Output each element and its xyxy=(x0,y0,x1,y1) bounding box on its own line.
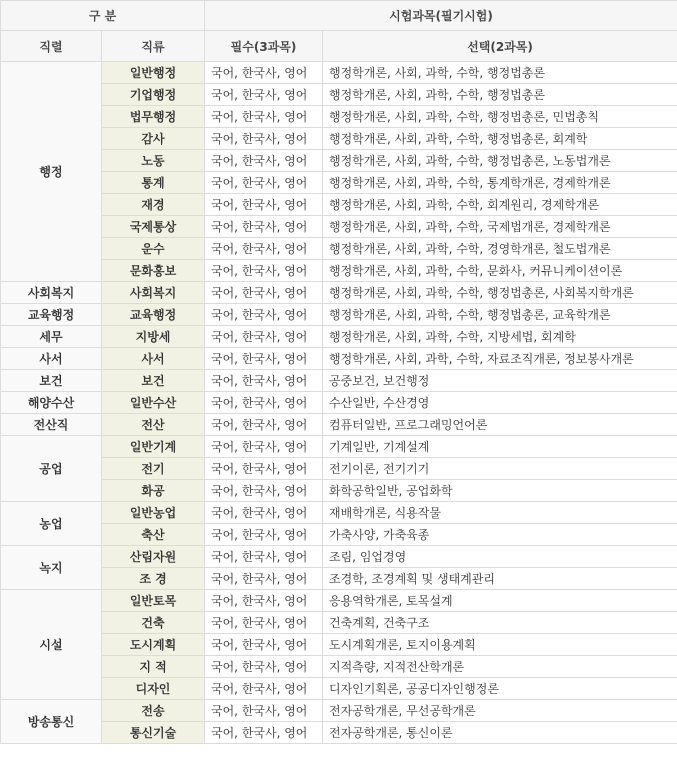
required-subjects-cell: 국어, 한국사, 영어 xyxy=(205,282,323,304)
required-subjects-cell: 국어, 한국사, 영어 xyxy=(205,436,323,458)
required-subjects-cell: 국어, 한국사, 영어 xyxy=(205,260,323,282)
group-cell: 방송통신 xyxy=(1,700,102,744)
elective-subjects-cell: 조림, 임업경영 xyxy=(323,546,677,568)
group-cell: 세무 xyxy=(1,326,102,348)
elective-subjects-cell: 행정학개론, 사회, 과학, 수학, 지방세법, 회계학 xyxy=(323,326,677,348)
elective-column-header: 선택(2과목) xyxy=(323,31,677,62)
job-cell: 도시계획 xyxy=(102,634,205,656)
required-subjects-cell: 국어, 한국사, 영어 xyxy=(205,678,323,700)
exam-subjects-header: 시험과목(필기시험) xyxy=(205,1,677,31)
table-row xyxy=(1,194,677,216)
required-subjects-cell: 국어, 한국사, 영어 xyxy=(205,524,323,546)
group-cell: 공업 xyxy=(1,436,102,502)
elective-subjects-cell: 화학공학일반, 공업화학 xyxy=(323,480,677,502)
table-row xyxy=(1,106,677,128)
job-cell: 전송 xyxy=(102,700,205,722)
table-row xyxy=(1,458,677,480)
required-subjects-cell: 국어, 한국사, 영어 xyxy=(205,502,323,524)
elective-subjects-cell: 행정학개론, 사회, 과학, 수학, 행정법총론 xyxy=(323,62,677,84)
job-cell: 일반행정 xyxy=(102,62,205,84)
category-header: 구 분 xyxy=(1,1,205,31)
job-cell: 운수 xyxy=(102,238,205,260)
elective-subjects-cell: 행정학개론, 사회, 과학, 수학, 자료조직개론, 정보봉사개론 xyxy=(323,348,677,370)
job-cell: 통신기술 xyxy=(102,722,205,744)
table-row xyxy=(1,502,677,524)
group-cell: 교육행정 xyxy=(1,304,102,326)
group-cell: 보건 xyxy=(1,370,102,392)
job-cell: 지 적 xyxy=(102,656,205,678)
group-cell: 전산직 xyxy=(1,414,102,436)
required-subjects-cell: 국어, 한국사, 영어 xyxy=(205,568,323,590)
required-subjects-cell: 국어, 한국사, 영어 xyxy=(205,392,323,414)
required-subjects-cell: 국어, 한국사, 영어 xyxy=(205,62,323,84)
job-cell: 산림자원 xyxy=(102,546,205,568)
table-row xyxy=(1,546,677,568)
table-row xyxy=(1,216,677,238)
elective-subjects-cell: 가축사양, 가축육종 xyxy=(323,524,677,546)
elective-subjects-cell: 지적측량, 지적전산학개론 xyxy=(323,656,677,678)
job-cell: 조 경 xyxy=(102,568,205,590)
table-row xyxy=(1,392,677,414)
required-subjects-cell: 국어, 한국사, 영어 xyxy=(205,326,323,348)
required-subjects-cell: 국어, 한국사, 영어 xyxy=(205,612,323,634)
group-cell: 사회복지 xyxy=(1,282,102,304)
elective-subjects-cell: 수산일반, 수산경영 xyxy=(323,392,677,414)
elective-subjects-cell: 조경학, 조경계획 및 생태계관리 xyxy=(323,568,677,590)
job-column-header: 직류 xyxy=(102,31,205,62)
elective-subjects-cell: 행정학개론, 사회, 과학, 수학, 통계학개론, 경제학개론 xyxy=(323,172,677,194)
elective-subjects-cell: 행정학개론, 사회, 과학, 수학, 행정법총론, 회계학 xyxy=(323,128,677,150)
table-row xyxy=(1,238,677,260)
elective-subjects-cell: 전기이론, 전기기기 xyxy=(323,458,677,480)
table-row xyxy=(1,634,677,656)
table-row xyxy=(1,84,677,106)
job-cell: 기업행정 xyxy=(102,84,205,106)
required-subjects-cell: 국어, 한국사, 영어 xyxy=(205,656,323,678)
elective-subjects-cell: 응용역학개론, 토목설계 xyxy=(323,590,677,612)
table-row xyxy=(1,370,677,392)
table-row xyxy=(1,590,677,612)
required-subjects-cell: 국어, 한국사, 영어 xyxy=(205,128,323,150)
elective-subjects-cell: 공중보건, 보건행정 xyxy=(323,370,677,392)
elective-subjects-cell: 행정학개론, 사회, 과학, 수학, 행정법총론, 노동법개론 xyxy=(323,150,677,172)
table-row xyxy=(1,678,677,700)
header-row-sub xyxy=(1,31,677,62)
elective-subjects-cell: 행정학개론, 사회, 과학, 수학, 경영학개론, 철도법개론 xyxy=(323,238,677,260)
required-subjects-cell: 국어, 한국사, 영어 xyxy=(205,106,323,128)
table-row xyxy=(1,326,677,348)
table-row xyxy=(1,524,677,546)
group-cell: 행정 xyxy=(1,62,102,282)
job-cell: 디자인 xyxy=(102,678,205,700)
elective-subjects-cell: 디자인기획론, 공공디자인행정론 xyxy=(323,678,677,700)
job-cell: 일반기계 xyxy=(102,436,205,458)
table-row xyxy=(1,436,677,458)
table-row xyxy=(1,282,677,304)
table-row xyxy=(1,700,677,722)
table-row xyxy=(1,612,677,634)
job-cell: 전기 xyxy=(102,458,205,480)
job-cell: 문화홍보 xyxy=(102,260,205,282)
table-body xyxy=(1,62,677,744)
elective-subjects-cell: 행정학개론, 사회, 과학, 수학, 회계원리, 경제학개론 xyxy=(323,194,677,216)
group-column-header: 직렬 xyxy=(1,31,102,62)
job-cell: 화공 xyxy=(102,480,205,502)
job-cell: 사회복지 xyxy=(102,282,205,304)
job-cell: 건축 xyxy=(102,612,205,634)
job-cell: 교육행정 xyxy=(102,304,205,326)
required-subjects-cell: 국어, 한국사, 영어 xyxy=(205,590,323,612)
job-cell: 통계 xyxy=(102,172,205,194)
required-subjects-cell: 국어, 한국사, 영어 xyxy=(205,172,323,194)
table-row xyxy=(1,260,677,282)
job-cell: 일반수산 xyxy=(102,392,205,414)
elective-subjects-cell: 행정학개론, 사회, 과학, 수학, 국제법개론, 경제학개론 xyxy=(323,216,677,238)
table-row xyxy=(1,128,677,150)
required-subjects-cell: 국어, 한국사, 영어 xyxy=(205,194,323,216)
job-cell: 국제통상 xyxy=(102,216,205,238)
elective-subjects-cell: 행정학개론, 사회, 과학, 수학, 행정법총론, 민법총칙 xyxy=(323,106,677,128)
table-row xyxy=(1,348,677,370)
job-cell: 노동 xyxy=(102,150,205,172)
job-cell: 사서 xyxy=(102,348,205,370)
required-subjects-cell: 국어, 한국사, 영어 xyxy=(205,370,323,392)
required-subjects-cell: 국어, 한국사, 영어 xyxy=(205,150,323,172)
elective-subjects-cell: 행정학개론, 사회, 과학, 수학, 행정법총론, 사회복지학개론 xyxy=(323,282,677,304)
required-subjects-cell: 국어, 한국사, 영어 xyxy=(205,304,323,326)
group-cell: 녹지 xyxy=(1,546,102,590)
required-subjects-cell: 국어, 한국사, 영어 xyxy=(205,348,323,370)
table-row xyxy=(1,62,677,84)
job-cell: 보건 xyxy=(102,370,205,392)
group-cell: 농업 xyxy=(1,502,102,546)
table-row xyxy=(1,172,677,194)
job-cell: 축산 xyxy=(102,524,205,546)
required-subjects-cell: 국어, 한국사, 영어 xyxy=(205,84,323,106)
job-cell: 재경 xyxy=(102,194,205,216)
elective-subjects-cell: 행정학개론, 사회, 과학, 수학, 행정법총론, 교육학개론 xyxy=(323,304,677,326)
job-cell: 법무행정 xyxy=(102,106,205,128)
elective-subjects-cell: 도시계획개론, 토지이용계획 xyxy=(323,634,677,656)
required-subjects-cell: 국어, 한국사, 영어 xyxy=(205,722,323,744)
table-row xyxy=(1,304,677,326)
required-column-header: 필수(3과목) xyxy=(205,31,323,62)
job-cell: 일반토목 xyxy=(102,590,205,612)
required-subjects-cell: 국어, 한국사, 영어 xyxy=(205,480,323,502)
job-cell: 감사 xyxy=(102,128,205,150)
group-cell: 해양수산 xyxy=(1,392,102,414)
required-subjects-cell: 국어, 한국사, 영어 xyxy=(205,546,323,568)
group-cell: 사서 xyxy=(1,348,102,370)
elective-subjects-cell: 재배학개론, 식용작물 xyxy=(323,502,677,524)
job-cell: 지방세 xyxy=(102,326,205,348)
required-subjects-cell: 국어, 한국사, 영어 xyxy=(205,700,323,722)
table-row xyxy=(1,480,677,502)
required-subjects-cell: 국어, 한국사, 영어 xyxy=(205,634,323,656)
elective-subjects-cell: 전자공학개론, 통신이론 xyxy=(323,722,677,744)
header-row-top xyxy=(1,1,677,31)
table-row xyxy=(1,150,677,172)
required-subjects-cell: 국어, 한국사, 영어 xyxy=(205,216,323,238)
table-row xyxy=(1,568,677,590)
elective-subjects-cell: 전자공학개론, 무선공학개론 xyxy=(323,700,677,722)
group-cell: 시설 xyxy=(1,590,102,700)
required-subjects-cell: 국어, 한국사, 영어 xyxy=(205,458,323,480)
job-cell: 일반농업 xyxy=(102,502,205,524)
table-row xyxy=(1,722,677,744)
required-subjects-cell: 국어, 한국사, 영어 xyxy=(205,414,323,436)
table-row xyxy=(1,414,677,436)
elective-subjects-cell: 건축계획, 건축구조 xyxy=(323,612,677,634)
elective-subjects-cell: 행정학개론, 사회, 과학, 수학, 문화사, 커뮤니케이션이론 xyxy=(323,260,677,282)
job-cell: 전산 xyxy=(102,414,205,436)
elective-subjects-cell: 기계일반, 기계설계 xyxy=(323,436,677,458)
table-row xyxy=(1,656,677,678)
elective-subjects-cell: 컴퓨터일반, 프로그래밍언어론 xyxy=(323,414,677,436)
elective-subjects-cell: 행정학개론, 사회, 과학, 수학, 행정법총론 xyxy=(323,84,677,106)
required-subjects-cell: 국어, 한국사, 영어 xyxy=(205,238,323,260)
